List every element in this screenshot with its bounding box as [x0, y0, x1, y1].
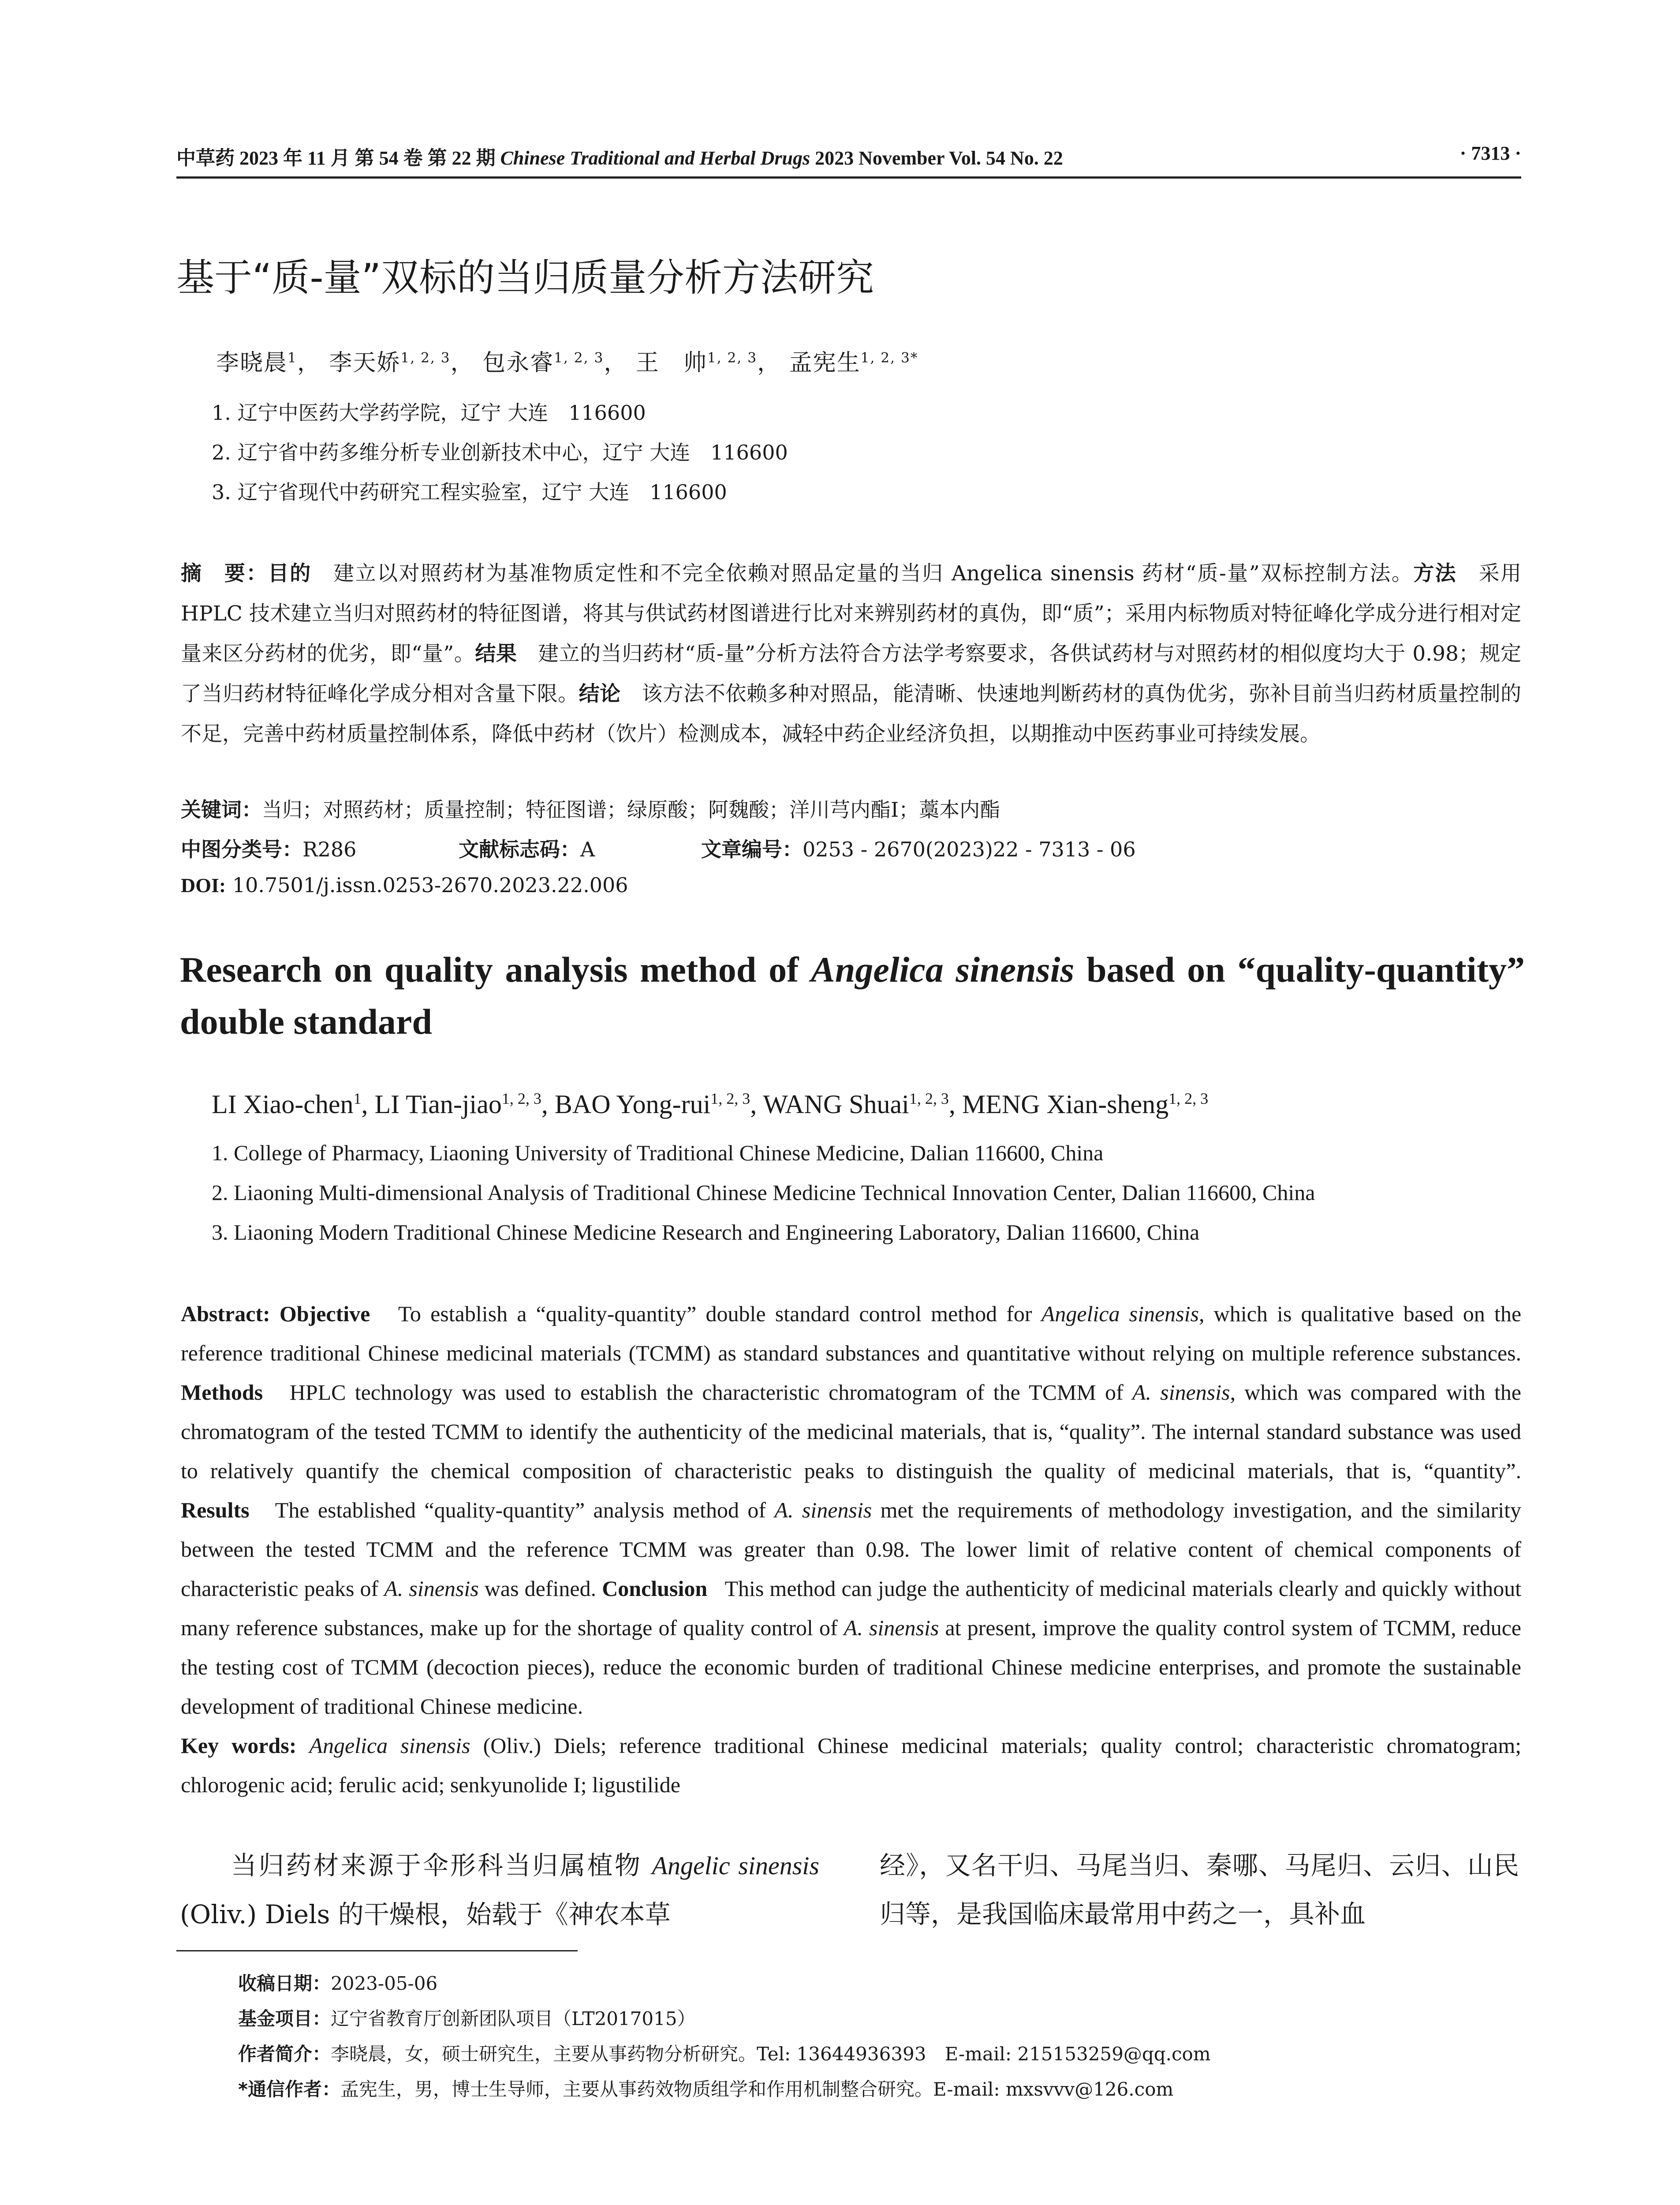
article-number: 文章编号：0253 - 2670(2023)22 - 7313 - 06 — [701, 837, 1136, 861]
author-en: LI Xiao-chen$^1$ — [212, 1090, 362, 1119]
running-header — [176, 142, 1521, 170]
footnote-funding: 基金项目：辽宁省教育厅创新团队项目（LT2017015） — [238, 2008, 696, 2029]
abstract-label-cn: 摘 要： — [181, 561, 268, 586]
classification-line: 中图分类号：R286 — [181, 837, 357, 861]
keywords-en: Key words: Angelica sinensis (Oliv.) Diels; reference traditional Chinese medicinal materials; quality control; characteristic chromatogram; chlorogenic acid; ferulic acid; senkyunolide I; ligustilide — [181, 1733, 1521, 1797]
results-label-en: Results — [181, 1498, 250, 1522]
objective-cn: 建立以对照药材为基准物质定性和不完全依赖对照品定量的当归 Angelica sinensis 药材“质-量”双标控制方法。 — [333, 561, 1414, 586]
author-en: BAO Yong-rui$^{1, 2, 3}$ — [554, 1090, 750, 1119]
methods-label-en: Methods — [181, 1380, 263, 1405]
document-code: 文献标志码：A — [459, 837, 595, 861]
body-column-left: 当归药材来源于伞形科当归属植物 Angelic sinensis (Oliv.) Diels 的干燥根，始载于《神农本草 — [180, 1850, 819, 1929]
author-en: WANG Shuai$^{1, 2, 3}$ — [763, 1090, 949, 1119]
title-cn: 基于“质-量”双标的当归质量分析方法研究 — [176, 256, 874, 300]
keywords-cn: 关键词：当归；对照药材；质量控制；特征图谱；绿原酸；阿魏酸；洋川芎内酯I；藁本内酯 — [181, 798, 1001, 822]
page-number: · 7313 · — [1460, 142, 1521, 164]
affiliation-cn: 2. 辽宁省中药多维分析专业创新技术中心，辽宁 大连 116600 — [212, 441, 788, 464]
title-en: Research on quality analysis method of Angelica sinensis based on “quality-quantity” double standard — [180, 949, 1525, 1042]
issue-en: 2023 November Vol. 54 No. 22 — [815, 147, 1063, 169]
affiliation-cn: 3. 辽宁省现代中药研究工程实验室，辽宁 大连 116600 — [212, 480, 727, 504]
conclusion-label-cn: 结论 — [579, 682, 621, 706]
objective-label-en: Objective — [279, 1301, 370, 1326]
results-label-cn: 结果 — [475, 642, 517, 666]
affiliation-cn: 1. 辽宁中医药大学药学院，辽宁 大连 116600 — [212, 401, 646, 425]
footnote-corresponding-author: *通信作者：孟宪生，男，博士生导师，主要从事药效物质组学和作用机制整合研究。E-mail: mxsvvv@126.com — [238, 2078, 1174, 2100]
affiliation-en: 3. Liaoning Modern Traditional Chinese Medicine Research and Engineering Laboratory, Dalian 116600, China — [212, 1220, 1200, 1245]
author-cn: 李晓晨$^1$ — [216, 350, 297, 376]
abstract-en: Abstract: Objective To establish a “quality-quantity” double standard control method for Angelica sinensis, which is qualitative based on the reference traditional Chinese medicinal materials (TCMM) as standard substances and quantitative without relying on multiple reference substances. Methods HPLC technology was used to establish the characteristic chromatogram of the TCMM of A. sinensis, which was compared with the chromatogram of the tested TCMM to identify the authenticity of the medicinal materials, that is, “quality”. The internal standard substance was used to relatively quantify the chemical composition of characteristic peaks to distinguish the quality of medicinal materials, that is, “quantity”. Results The established “quality-quantity” analysis method of A. sinensis met the requirements of methodology investigation, and the similarity between the tested TCMM and the reference TCMM was greater than 0.98. The lower limit of relative content of chemical components of characteristic peaks of A. sinensis was defined. Conclusion This method can judge the authenticity of medicinal materials clearly and quickly without many reference substances, make up for the shortage of quality control of A. sinensis at present, improve the quality control system of TCMM, reduce the testing cost of TCMM (decoction pieces), reduce the economic burden of traditional Chinese medicine enterprises, and promote the sustainable development of traditional Chinese medicine. Key words: Angelica sinensis (Oliv.) Diels; reference traditional Chinese medicinal materials; quality control; characteristic chromatogram; chlorogenic acid; ferulic acid; senkyunolide I; ligustilide — [181, 1301, 1522, 1797]
authors-cn: 李晓晨$^1$， 李天娇$^{1, 2, 3}$， 包永睿$^{1, 2, 3}$， 王 帅$^{1, 2, 3}$， 孟宪生$^{1, 2, 3*}$ — [216, 350, 918, 376]
footnote-rule — [176, 1950, 578, 1951]
results-cn: 建立的当归药材“质-量”分析方法符合方法学考察要求，各供试药材与对照药材的相似度均大于 0.98；规定了当归药材特征峰化学成分相对含量下限。 — [181, 642, 1522, 706]
conclusion-cn: 该方法不依赖多种对照品，能清晰、快速地判断药材的真伪优劣，弥补目前当归药材质量控制的不足，完善中药材质量控制体系，降低中药材（饮片）检测成本，减轻中药企业经济负担，以期推动中医药事业可持续发展。 — [181, 682, 1522, 746]
affiliation-en: 2. Liaoning Multi-dimensional Analysis of Traditional Chinese Medicine Technical Innovation Center, Dalian 116600, China — [212, 1180, 1315, 1205]
header-rule — [176, 176, 1521, 179]
body-column-right: 经》，又名干归、马尾当归、秦哪、马尾归、云归、山民归等，是我国临床最常用中药之一，具补血 — [880, 1850, 1519, 1929]
abstract-cn — [181, 553, 1521, 754]
doi-link[interactable]: 10.7501/j.issn.0253-2670.2023.22.006 — [232, 873, 628, 897]
author-en: MENG Xian-sheng$^{1, 2, 3}$ — [962, 1090, 1209, 1119]
author-cn: 包永睿$^{1, 2, 3}$ — [482, 350, 604, 376]
affiliation-en: 1. College of Pharmacy, Liaoning University of Traditional Chinese Medicine, Dalian 116600, China — [212, 1140, 1104, 1165]
authors-en: LI Xiao-chen$^1$, LI Tian-jiao$^{1, 2, 3}$, BAO Yong-rui$^{1, 2, 3}$, WANG Shuai$^{1, 2, 3}$, MENG Xian-sheng$^{1, 2, 3}$ — [212, 1090, 1209, 1119]
conclusion-label-en: Conclusion — [602, 1576, 708, 1601]
methods-cn: 采用 HPLC 技术建立当归对照药材的特征图谱，将其与供试药材图谱进行比对来辨别药材的真伪，即“质”；采用内标物质对特征峰化学成分进行相对定量来区分药材的优劣，即“量”。 — [181, 561, 1522, 666]
abstract-label-en: Abstract: — [181, 1301, 270, 1326]
issue-cn: 2023 年 11 月 第 54 卷 第 22 期 — [239, 147, 496, 169]
footnote-author-bio: 作者简介：李晓晨，女，硕士研究生，主要从事药物分析研究。Tel: 13644936393 E-mail: 215153259@qq.com — [238, 2043, 1211, 2065]
author-cn: 孟宪生$^{1, 2, 3*}$ — [789, 350, 918, 376]
journal-name-en: Chinese Traditional and Herbal Drugs — [500, 147, 810, 169]
doi: DOI: 10.7501/j.issn.0253-2670.2023.22.006 — [181, 873, 628, 897]
methods-label-cn: 方法 — [1413, 561, 1457, 586]
author-cn: 王 帅$^{1, 2, 3}$ — [635, 350, 758, 376]
author-cn: 李天娇$^{1, 2, 3}$ — [329, 350, 451, 376]
objective-label-cn: 目的 — [268, 561, 312, 586]
author-en: LI Tian-jiao$^{1, 2, 3}$ — [374, 1090, 541, 1119]
journal-name-cn: 中草药 — [176, 147, 235, 169]
footnote-received: 收稿日期：2023-05-06 — [238, 1973, 438, 1994]
